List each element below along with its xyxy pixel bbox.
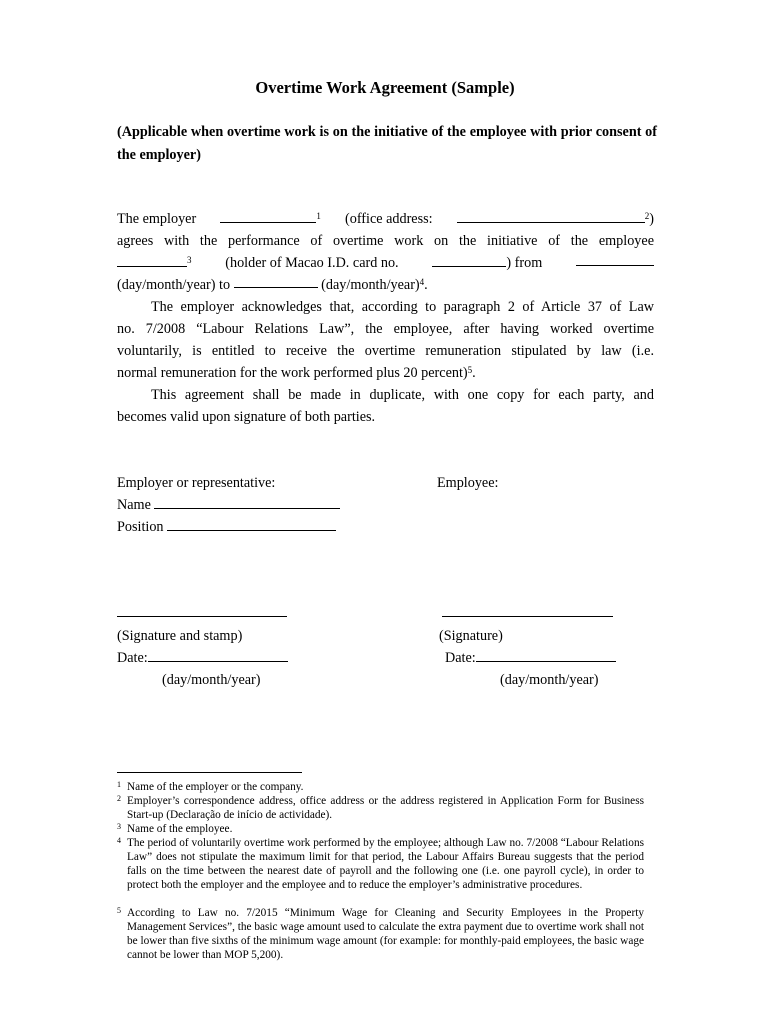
footnote-ref-5: 5 (467, 365, 473, 375)
footnote-1 (117, 780, 644, 794)
para3-line-1: This agreement shall be made in duplicate, with one copy for each party, and (151, 387, 654, 403)
employee-date-row (445, 647, 616, 669)
footnote-ref-1: 1 (316, 211, 321, 221)
para3-line-2: becomes valid upon signature of both parties. (117, 409, 376, 425)
to-date-blank[interactable] (234, 274, 318, 288)
date-format-inline: (day/month/year) (321, 277, 420, 293)
footnote-number: 2 (117, 794, 121, 803)
close-paren: ) (649, 211, 654, 227)
employee-date-label: Date: (445, 650, 476, 666)
employer-date-format: (day/month/year) (162, 672, 261, 688)
name-row (117, 494, 340, 516)
footnote-number: 5 (117, 906, 121, 915)
name-label: Name (117, 497, 151, 513)
employer-heading: Employer or representative: (117, 475, 276, 491)
para2-line-4 (117, 362, 654, 384)
document-title: Overtime Work Agreement (Sample) (255, 78, 515, 97)
footnote-ref-4: 4 (419, 277, 425, 287)
footnote-text: Name of the employer or the company. (127, 781, 304, 793)
footnote-ref-2: 2 (644, 211, 650, 221)
employee-signature-line[interactable] (442, 616, 613, 617)
footnote-separator (117, 772, 302, 773)
id-card-blank[interactable] (432, 253, 506, 267)
employer-signature-line[interactable] (117, 616, 287, 617)
employee-heading: Employee: (437, 475, 499, 491)
remuneration-text: normal remuneration for the work performed plus 20 percent) (117, 365, 468, 381)
from-date-blank[interactable] (576, 252, 654, 266)
footnote-number: 3 (117, 822, 121, 831)
employee-signature-label: (Signature) (439, 628, 503, 644)
employer-label: The employer (117, 211, 197, 227)
footnote-3 (117, 822, 644, 836)
employer-signature-label: (Signature and stamp) (117, 628, 243, 644)
employer-name-blank[interactable] (220, 209, 316, 223)
employer-date-label: Date: (117, 650, 148, 666)
footnote-number: 1 (117, 780, 121, 789)
footnote-text: According to Law no. 7/2015 “Minimum Wage for Cleaning and Security Employees in the Property Management Services”, the basic wage amount used to calculate the extra payment due to overtime work shall not be lower than five sixths of the minimum wage amount (for example: for monthly-paid employees, the basic wage cannot be lower than MOP 5,200). (127, 907, 645, 961)
body-line-1 (117, 208, 654, 230)
position-blank[interactable] (167, 517, 336, 531)
id-card-label: (holder of Macao I.D. card no. (225, 255, 399, 271)
para2-line-1: The employer acknowledges that, according to paragraph 2 of Article 37 of Law (151, 299, 654, 315)
footnote-text: The period of voluntarily overtime work performed by the employee; although Law no. 7/2008 “Labour Relations Law” does not stipulate the maximum limit for that period, the Labour Affairs Bureau suggests that the period falls on the time between the nearest date of payroll and the following one (i.e. one payroll cycle), in order to protect both the employer and the employee and to reduce the employer’s administrative procedures. (127, 837, 644, 891)
position-row (117, 516, 336, 538)
name-blank[interactable] (154, 495, 340, 509)
footnote-text: Name of the employee. (127, 823, 233, 835)
office-address-blank[interactable] (457, 209, 645, 223)
employee-name-blank[interactable] (117, 253, 187, 267)
body-line-3 (117, 252, 654, 274)
footnote-5 (117, 906, 644, 962)
employer-date-blank[interactable] (148, 648, 288, 662)
employee-date-blank[interactable] (476, 648, 616, 662)
document-subtitle: (Applicable when overtime work is on the initiative of the employee with prior consent of the employer) (117, 124, 657, 163)
agrees-text: agrees with the performance of overtime work on the initiative of the employee (117, 233, 654, 249)
footnote-text: Employer’s correspondence address, office address or the address registered in Application Form for Business Start-up (Declaração de início de actividade). (127, 795, 644, 821)
office-address-label: (office address: (345, 211, 433, 227)
from-label: ) from (506, 255, 543, 271)
to-label: (day/month/year) to (117, 277, 231, 293)
footnote-ref-3: 3 (187, 255, 192, 265)
footnote-4 (117, 836, 644, 892)
position-label: Position (117, 519, 164, 535)
para2-line-2: no. 7/2008 “Labour Relations Law”, the employee, after having worked overtime (117, 321, 654, 337)
period-2: . (472, 365, 476, 381)
body-line-4 (117, 274, 654, 296)
footnote-2 (117, 794, 644, 822)
body-line-2 (117, 230, 654, 252)
employer-date-row (117, 647, 288, 669)
para2-line-3: voluntarily, is entitled to receive the overtime remuneration stipulated by law (i.e. (117, 343, 654, 359)
period: . (424, 277, 428, 293)
footnote-number: 4 (117, 836, 121, 845)
employee-date-format: (day/month/year) (500, 672, 599, 688)
